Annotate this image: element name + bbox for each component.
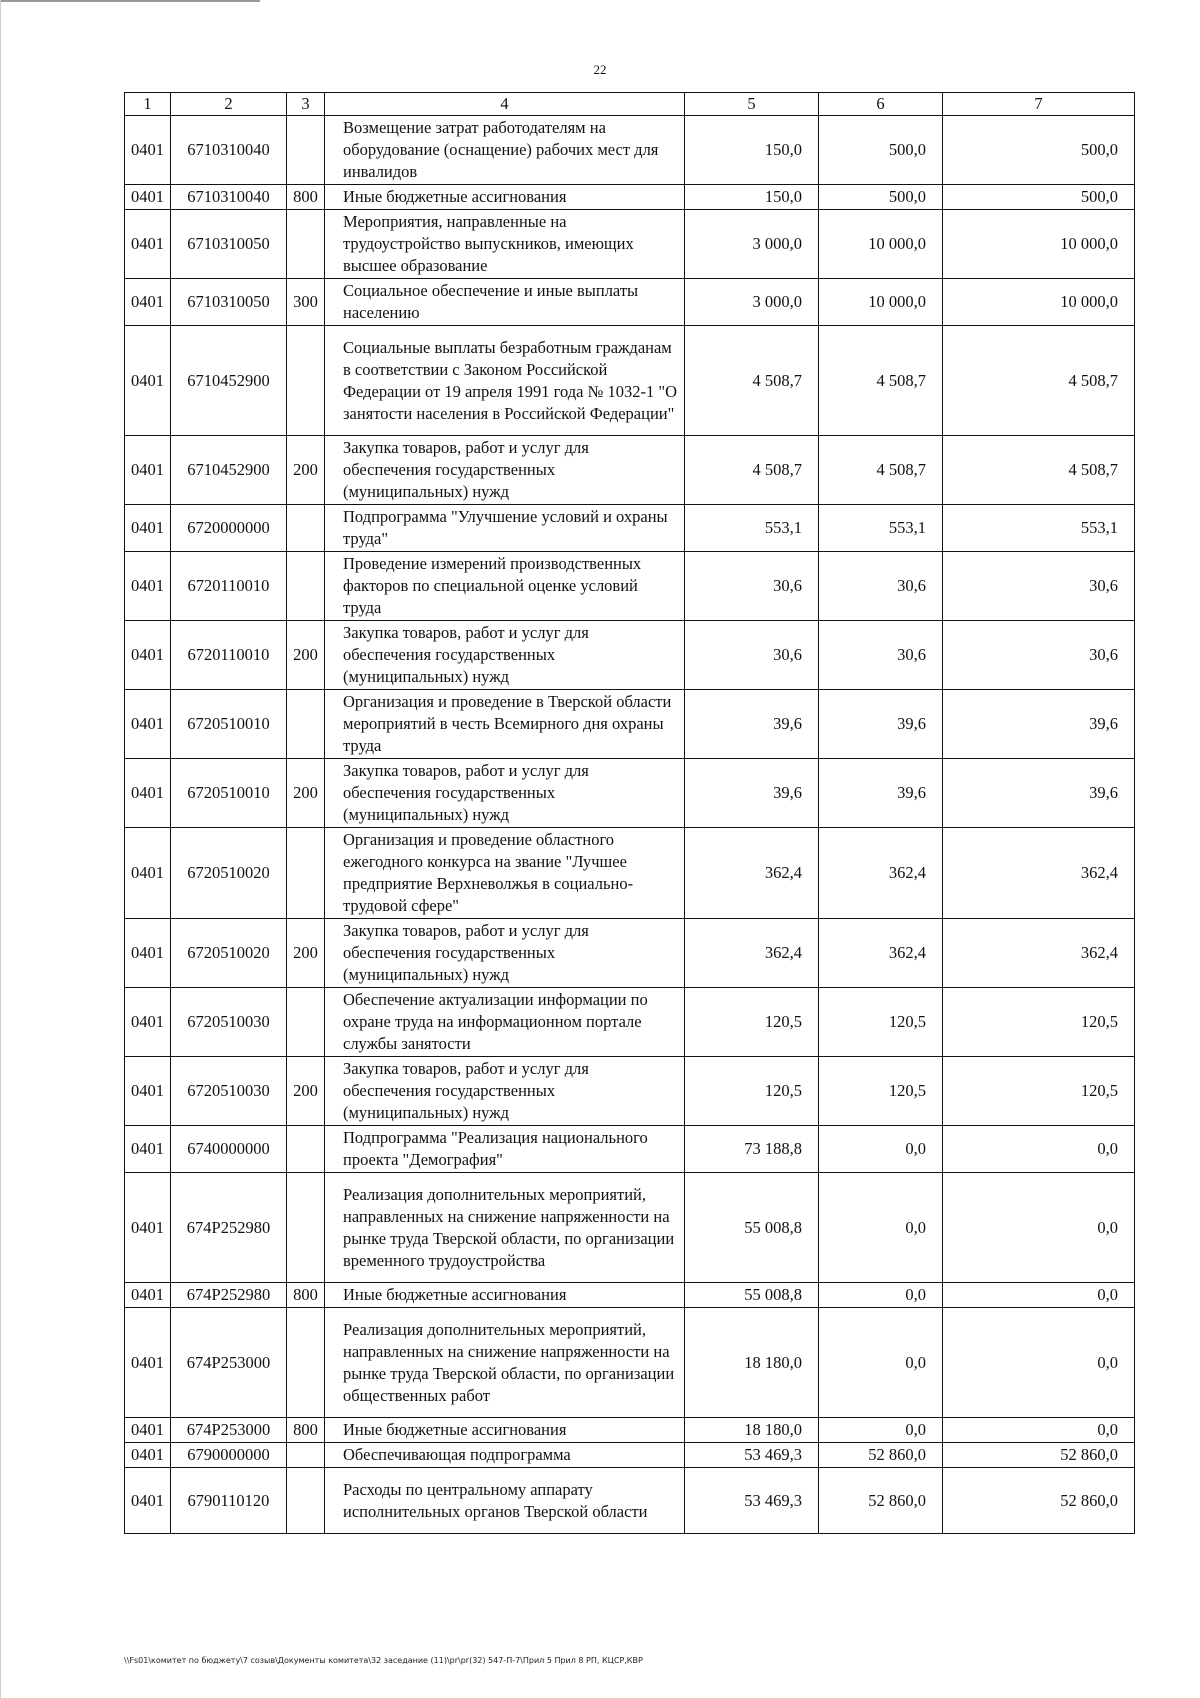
description-cell: Проведение измерений производственных факторов по специальной оценке условий труда bbox=[325, 552, 685, 621]
expense-type-cell bbox=[287, 1468, 325, 1534]
amount-year3-cell: 4 508,7 bbox=[943, 326, 1135, 436]
amount-year2-cell: 120,5 bbox=[819, 1057, 943, 1126]
amount-year3-cell: 0,0 bbox=[943, 1283, 1135, 1308]
section-code-cell: 0401 bbox=[125, 621, 171, 690]
amount-year1-cell: 53 469,3 bbox=[685, 1468, 819, 1534]
header-row bbox=[125, 93, 1135, 116]
target-article-cell: 674P253000 bbox=[171, 1418, 287, 1443]
amount-year1-cell: 18 180,0 bbox=[685, 1418, 819, 1443]
amount-year3-cell: 39,6 bbox=[943, 690, 1135, 759]
description-cell: Возмещение затрат работодателям на оборудование (оснащение) рабочих мест для инвалидов bbox=[325, 116, 685, 185]
table-row bbox=[125, 116, 1135, 185]
description-cell: Социальные выплаты безработным гражданам в соответствии с Законом Российской Федерации от 19 апреля 1991 года № 1032-1 "О занятости населения в Российской Федерации" bbox=[325, 326, 685, 436]
amount-year2-cell: 0,0 bbox=[819, 1308, 943, 1418]
amount-year2-cell: 500,0 bbox=[819, 185, 943, 210]
description-cell: Организация и проведение в Тверской области мероприятий в честь Всемирного дня охраны труда bbox=[325, 690, 685, 759]
target-article-cell: 6720110010 bbox=[171, 621, 287, 690]
section-code-cell: 0401 bbox=[125, 116, 171, 185]
amount-year2-cell: 120,5 bbox=[819, 988, 943, 1057]
table-row bbox=[125, 988, 1135, 1057]
section-code-cell: 0401 bbox=[125, 326, 171, 436]
description-cell: Мероприятия, направленные на трудоустройство выпускников, имеющих высшее образование bbox=[325, 210, 685, 279]
amount-year3-cell: 30,6 bbox=[943, 621, 1135, 690]
amount-year2-cell: 362,4 bbox=[819, 828, 943, 919]
scan-edge-top bbox=[0, 0, 260, 2]
amount-year2-cell: 39,6 bbox=[819, 759, 943, 828]
description-cell: Подпрограмма "Реализация национального проекта "Демография" bbox=[325, 1126, 685, 1173]
expense-type-cell: 800 bbox=[287, 1283, 325, 1308]
expense-type-cell: 800 bbox=[287, 185, 325, 210]
expense-type-cell bbox=[287, 690, 325, 759]
section-code-cell: 0401 bbox=[125, 436, 171, 505]
section-code-cell: 0401 bbox=[125, 759, 171, 828]
amount-year1-cell: 30,6 bbox=[685, 621, 819, 690]
description-cell: Иные бюджетные ассигнования bbox=[325, 1283, 685, 1308]
budget-table bbox=[124, 92, 1135, 1534]
header-cell: 2 bbox=[171, 93, 287, 116]
target-article-cell: 6790110120 bbox=[171, 1468, 287, 1534]
amount-year3-cell: 30,6 bbox=[943, 552, 1135, 621]
amount-year1-cell: 120,5 bbox=[685, 988, 819, 1057]
expense-type-cell bbox=[287, 1126, 325, 1173]
description-cell: Закупка товаров, работ и услуг для обеспечения государственных (муниципальных) нужд bbox=[325, 436, 685, 505]
expense-type-cell bbox=[287, 1173, 325, 1283]
description-cell: Подпрограмма "Улучшение условий и охраны труда" bbox=[325, 505, 685, 552]
target-article-cell: 674P252980 bbox=[171, 1173, 287, 1283]
target-article-cell: 6740000000 bbox=[171, 1126, 287, 1173]
amount-year3-cell: 500,0 bbox=[943, 185, 1135, 210]
table-row bbox=[125, 1443, 1135, 1468]
amount-year2-cell: 52 860,0 bbox=[819, 1443, 943, 1468]
expense-type-cell: 200 bbox=[287, 436, 325, 505]
table-row bbox=[125, 1418, 1135, 1443]
table-row bbox=[125, 1057, 1135, 1126]
amount-year2-cell: 52 860,0 bbox=[819, 1468, 943, 1534]
section-code-cell: 0401 bbox=[125, 1468, 171, 1534]
table-row bbox=[125, 690, 1135, 759]
amount-year3-cell: 0,0 bbox=[943, 1126, 1135, 1173]
amount-year1-cell: 3 000,0 bbox=[685, 279, 819, 326]
file-path-footer: \\Fs01\комитет по бюджету\7 созыв\Документы комитета\32 заседание (11)\pr\pr(32) 547-П-7\Прил 5 Прил 8 РП, КЦСР,КВР bbox=[124, 1656, 643, 1665]
amount-year2-cell: 10 000,0 bbox=[819, 279, 943, 326]
table-row bbox=[125, 210, 1135, 279]
target-article-cell: 6720510020 bbox=[171, 919, 287, 988]
amount-year1-cell: 120,5 bbox=[685, 1057, 819, 1126]
table-row bbox=[125, 1126, 1135, 1173]
amount-year3-cell: 0,0 bbox=[943, 1173, 1135, 1283]
header-cell: 1 bbox=[125, 93, 171, 116]
target-article-cell: 6720510020 bbox=[171, 828, 287, 919]
section-code-cell: 0401 bbox=[125, 279, 171, 326]
expense-type-cell bbox=[287, 116, 325, 185]
section-code-cell: 0401 bbox=[125, 1418, 171, 1443]
amount-year1-cell: 73 188,8 bbox=[685, 1126, 819, 1173]
amount-year2-cell: 30,6 bbox=[819, 552, 943, 621]
target-article-cell: 6720510010 bbox=[171, 690, 287, 759]
amount-year1-cell: 4 508,7 bbox=[685, 326, 819, 436]
section-code-cell: 0401 bbox=[125, 552, 171, 621]
header-cell: 3 bbox=[287, 93, 325, 116]
table-row bbox=[125, 326, 1135, 436]
description-cell: Закупка товаров, работ и услуг для обеспечения государственных (муниципальных) нужд bbox=[325, 621, 685, 690]
amount-year3-cell: 120,5 bbox=[943, 988, 1135, 1057]
table-row bbox=[125, 185, 1135, 210]
amount-year2-cell: 362,4 bbox=[819, 919, 943, 988]
target-article-cell: 6710310050 bbox=[171, 279, 287, 326]
target-article-cell: 6710310040 bbox=[171, 185, 287, 210]
table-row bbox=[125, 621, 1135, 690]
expense-type-cell bbox=[287, 326, 325, 436]
amount-year3-cell: 362,4 bbox=[943, 828, 1135, 919]
section-code-cell: 0401 bbox=[125, 210, 171, 279]
target-article-cell: 6720510030 bbox=[171, 1057, 287, 1126]
amount-year2-cell: 553,1 bbox=[819, 505, 943, 552]
expense-type-cell: 300 bbox=[287, 279, 325, 326]
amount-year1-cell: 553,1 bbox=[685, 505, 819, 552]
scan-edge-left bbox=[0, 0, 1, 1698]
description-cell: Закупка товаров, работ и услуг для обеспечения государственных (муниципальных) нужд bbox=[325, 1057, 685, 1126]
description-cell: Реализация дополнительных мероприятий, направленных на снижение напряженности на рынке труда Тверской области, по организации общественных работ bbox=[325, 1308, 685, 1418]
section-code-cell: 0401 bbox=[125, 690, 171, 759]
amount-year2-cell: 10 000,0 bbox=[819, 210, 943, 279]
expense-type-cell: 800 bbox=[287, 1418, 325, 1443]
expense-type-cell: 200 bbox=[287, 759, 325, 828]
header-cell: 4 bbox=[325, 93, 685, 116]
description-cell: Иные бюджетные ассигнования bbox=[325, 1418, 685, 1443]
expense-type-cell bbox=[287, 828, 325, 919]
header-cell: 7 bbox=[943, 93, 1135, 116]
amount-year1-cell: 362,4 bbox=[685, 828, 819, 919]
amount-year3-cell: 52 860,0 bbox=[943, 1468, 1135, 1534]
description-cell: Социальное обеспечение и иные выплаты населению bbox=[325, 279, 685, 326]
expense-type-cell: 200 bbox=[287, 621, 325, 690]
header-cell: 6 bbox=[819, 93, 943, 116]
description-cell: Организация и проведение областного ежегодного конкурса на звание "Лучшее предприятие Верхневолжья в социально-трудовой сфере" bbox=[325, 828, 685, 919]
expense-type-cell bbox=[287, 210, 325, 279]
amount-year2-cell: 0,0 bbox=[819, 1418, 943, 1443]
target-article-cell: 674P252980 bbox=[171, 1283, 287, 1308]
amount-year3-cell: 362,4 bbox=[943, 919, 1135, 988]
amount-year2-cell: 39,6 bbox=[819, 690, 943, 759]
description-cell: Обеспечивающая подпрограмма bbox=[325, 1443, 685, 1468]
table-row bbox=[125, 1308, 1135, 1418]
target-article-cell: 6720000000 bbox=[171, 505, 287, 552]
amount-year1-cell: 53 469,3 bbox=[685, 1443, 819, 1468]
amount-year2-cell: 4 508,7 bbox=[819, 326, 943, 436]
amount-year3-cell: 0,0 bbox=[943, 1308, 1135, 1418]
expense-type-cell bbox=[287, 505, 325, 552]
target-article-cell: 6790000000 bbox=[171, 1443, 287, 1468]
page-number: 22 bbox=[593, 62, 607, 77]
target-article-cell: 6720510030 bbox=[171, 988, 287, 1057]
target-article-cell: 6710452900 bbox=[171, 326, 287, 436]
amount-year1-cell: 362,4 bbox=[685, 919, 819, 988]
expense-type-cell bbox=[287, 1308, 325, 1418]
table-row bbox=[125, 436, 1135, 505]
amount-year2-cell: 500,0 bbox=[819, 116, 943, 185]
amount-year1-cell: 55 008,8 bbox=[685, 1173, 819, 1283]
description-cell: Реализация дополнительных мероприятий, направленных на снижение напряженности на рынке труда Тверской области, по организации временного трудоустройства bbox=[325, 1173, 685, 1283]
amount-year3-cell: 10 000,0 bbox=[943, 279, 1135, 326]
amount-year1-cell: 39,6 bbox=[685, 759, 819, 828]
amount-year1-cell: 18 180,0 bbox=[685, 1308, 819, 1418]
amount-year2-cell: 0,0 bbox=[819, 1283, 943, 1308]
section-code-cell: 0401 bbox=[125, 828, 171, 919]
expense-type-cell bbox=[287, 988, 325, 1057]
amount-year1-cell: 3 000,0 bbox=[685, 210, 819, 279]
header-cell: 5 bbox=[685, 93, 819, 116]
section-code-cell: 0401 bbox=[125, 919, 171, 988]
description-cell: Расходы по центральному аппарату исполнительных органов Тверской области bbox=[325, 1468, 685, 1534]
amount-year1-cell: 55 008,8 bbox=[685, 1283, 819, 1308]
table-row bbox=[125, 1283, 1135, 1308]
section-code-cell: 0401 bbox=[125, 505, 171, 552]
target-article-cell: 6710452900 bbox=[171, 436, 287, 505]
section-code-cell: 0401 bbox=[125, 1443, 171, 1468]
target-article-cell: 6710310040 bbox=[171, 116, 287, 185]
section-code-cell: 0401 bbox=[125, 185, 171, 210]
section-code-cell: 0401 bbox=[125, 988, 171, 1057]
amount-year2-cell: 0,0 bbox=[819, 1173, 943, 1283]
table-row bbox=[125, 1173, 1135, 1283]
table-row bbox=[125, 505, 1135, 552]
section-code-cell: 0401 bbox=[125, 1308, 171, 1418]
amount-year2-cell: 4 508,7 bbox=[819, 436, 943, 505]
target-article-cell: 6720510010 bbox=[171, 759, 287, 828]
description-cell: Закупка товаров, работ и услуг для обеспечения государственных (муниципальных) нужд bbox=[325, 759, 685, 828]
amount-year1-cell: 150,0 bbox=[685, 116, 819, 185]
amount-year1-cell: 150,0 bbox=[685, 185, 819, 210]
table-row bbox=[125, 919, 1135, 988]
table-row bbox=[125, 759, 1135, 828]
amount-year1-cell: 39,6 bbox=[685, 690, 819, 759]
amount-year2-cell: 30,6 bbox=[819, 621, 943, 690]
target-article-cell: 6720110010 bbox=[171, 552, 287, 621]
table-body bbox=[125, 116, 1135, 1534]
expense-type-cell bbox=[287, 552, 325, 621]
description-cell: Закупка товаров, работ и услуг для обеспечения государственных (муниципальных) нужд bbox=[325, 919, 685, 988]
target-article-cell: 6710310050 bbox=[171, 210, 287, 279]
target-article-cell: 674P253000 bbox=[171, 1308, 287, 1418]
table-row bbox=[125, 552, 1135, 621]
section-code-cell: 0401 bbox=[125, 1126, 171, 1173]
table-row bbox=[125, 279, 1135, 326]
description-cell: Обеспечение актуализации информации по охране труда на информационном портале службы занятости bbox=[325, 988, 685, 1057]
section-code-cell: 0401 bbox=[125, 1283, 171, 1308]
table-row bbox=[125, 828, 1135, 919]
expense-type-cell: 200 bbox=[287, 919, 325, 988]
section-code-cell: 0401 bbox=[125, 1173, 171, 1283]
amount-year3-cell: 10 000,0 bbox=[943, 210, 1135, 279]
amount-year3-cell: 4 508,7 bbox=[943, 436, 1135, 505]
description-cell: Иные бюджетные ассигнования bbox=[325, 185, 685, 210]
section-code-cell: 0401 bbox=[125, 1057, 171, 1126]
amount-year3-cell: 0,0 bbox=[943, 1418, 1135, 1443]
amount-year3-cell: 120,5 bbox=[943, 1057, 1135, 1126]
amount-year3-cell: 553,1 bbox=[943, 505, 1135, 552]
amount-year2-cell: 0,0 bbox=[819, 1126, 943, 1173]
expense-type-cell: 200 bbox=[287, 1057, 325, 1126]
amount-year3-cell: 39,6 bbox=[943, 759, 1135, 828]
amount-year3-cell: 500,0 bbox=[943, 116, 1135, 185]
expense-type-cell bbox=[287, 1443, 325, 1468]
amount-year1-cell: 30,6 bbox=[685, 552, 819, 621]
table-row bbox=[125, 1468, 1135, 1534]
amount-year1-cell: 4 508,7 bbox=[685, 436, 819, 505]
amount-year3-cell: 52 860,0 bbox=[943, 1443, 1135, 1468]
